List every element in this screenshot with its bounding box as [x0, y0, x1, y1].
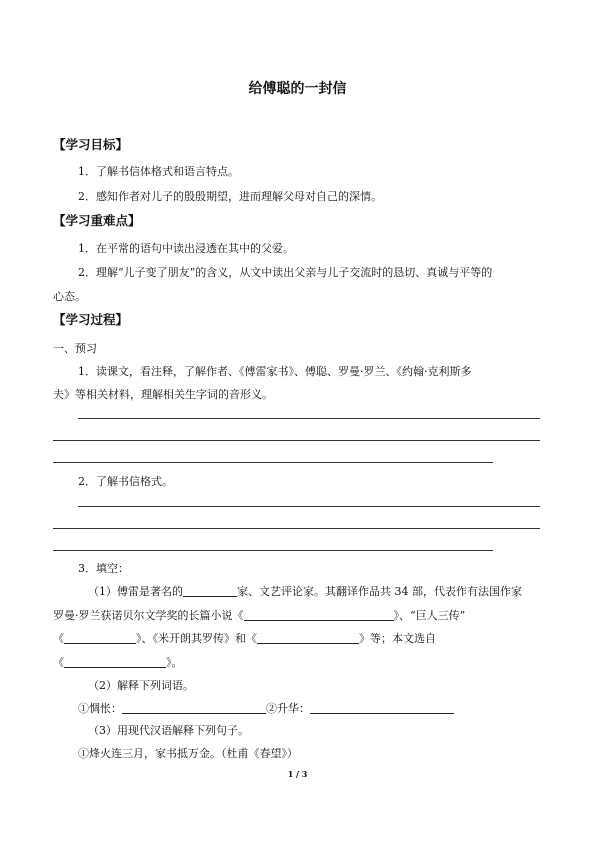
fill-text: 《: [53, 632, 64, 645]
blank[interactable]: [64, 656, 166, 668]
answer-line[interactable]: [78, 418, 540, 419]
fill-1-line2: [53, 607, 465, 623]
blank[interactable]: [183, 585, 237, 597]
task-3: 3．填空：: [78, 562, 129, 575]
objectives-heading: 【学习目标】: [53, 137, 129, 152]
process-heading: 【学习过程】: [53, 312, 129, 327]
key-point-item-2-line2: 心态。: [53, 290, 86, 303]
word-1-blank[interactable]: [122, 702, 266, 714]
answer-line[interactable]: [78, 506, 540, 507]
fill-text: 家、文艺评论家。其翻译作品共 34 部，代表作有法国作家: [237, 585, 522, 598]
key-point-item-1: 1．在平常的语句中读出浸透在其中的父爱。: [78, 242, 294, 255]
blank[interactable]: [64, 632, 136, 644]
key-points-heading: 【学习重难点】: [53, 213, 141, 228]
fill-1-line3: [53, 630, 436, 646]
answer-line[interactable]: [53, 550, 493, 551]
fill-text: 》、“巨人三传”: [393, 609, 466, 622]
fill-2: （2）解释下列词语。: [88, 679, 194, 692]
sentence-1: ①烽火连三月，家书抵万金。（杜甫《春望》）: [78, 747, 298, 760]
fill-text: 》等；本文选自: [359, 632, 436, 645]
fill-text: 罗曼·罗兰获诺贝尔文学奖的长篇小说《: [53, 609, 244, 622]
answer-line[interactable]: [53, 528, 540, 529]
document-title: 给傅聪的一封信: [248, 81, 347, 97]
answer-line[interactable]: [53, 440, 540, 441]
fill-1-line1: [88, 583, 522, 599]
word-1-label: ①惆怅：: [78, 702, 122, 715]
answer-line[interactable]: [53, 462, 493, 463]
fill-text: 《: [53, 656, 64, 669]
fill-1-line4: [53, 654, 183, 670]
word-definitions: [78, 700, 454, 716]
task-1-line2: 夫》等相关材料，理解相关生字词的音形义。: [53, 388, 273, 401]
blank[interactable]: [257, 632, 359, 644]
objective-item-2: 2．感知作者对儿子的殷殷期望，进而理解父母对自己的深情。: [78, 190, 382, 203]
task-2: 2．了解书信格式。: [78, 475, 173, 488]
preview-part-label: 一、预习: [53, 342, 97, 355]
fill-text: （1）傅雷是著名的: [88, 585, 183, 598]
task-1-line1: 1．读课文，看注释，了解作者、《傅雷家书》、傅聪、罗曼·罗兰、《约翰·克利斯多: [78, 365, 472, 378]
key-point-item-2-line1: 2．理解“儿子变了朋友”的含义，从文中读出父亲与儿子交流时的恳切、真诚与平等的: [78, 266, 493, 279]
word-2-blank[interactable]: [310, 702, 454, 714]
fill-3: （3）用现代汉语解释下列句子。: [88, 724, 249, 737]
objective-item-1: 1．了解书信体格式和语言特点。: [78, 165, 239, 178]
word-2-label: ②升华：: [266, 702, 310, 715]
fill-text: 》、《米开朗其罗传》和《: [136, 632, 257, 645]
fill-text: 》。: [166, 656, 183, 669]
blank[interactable]: [244, 609, 394, 621]
page-number: 1 / 3: [287, 769, 308, 779]
